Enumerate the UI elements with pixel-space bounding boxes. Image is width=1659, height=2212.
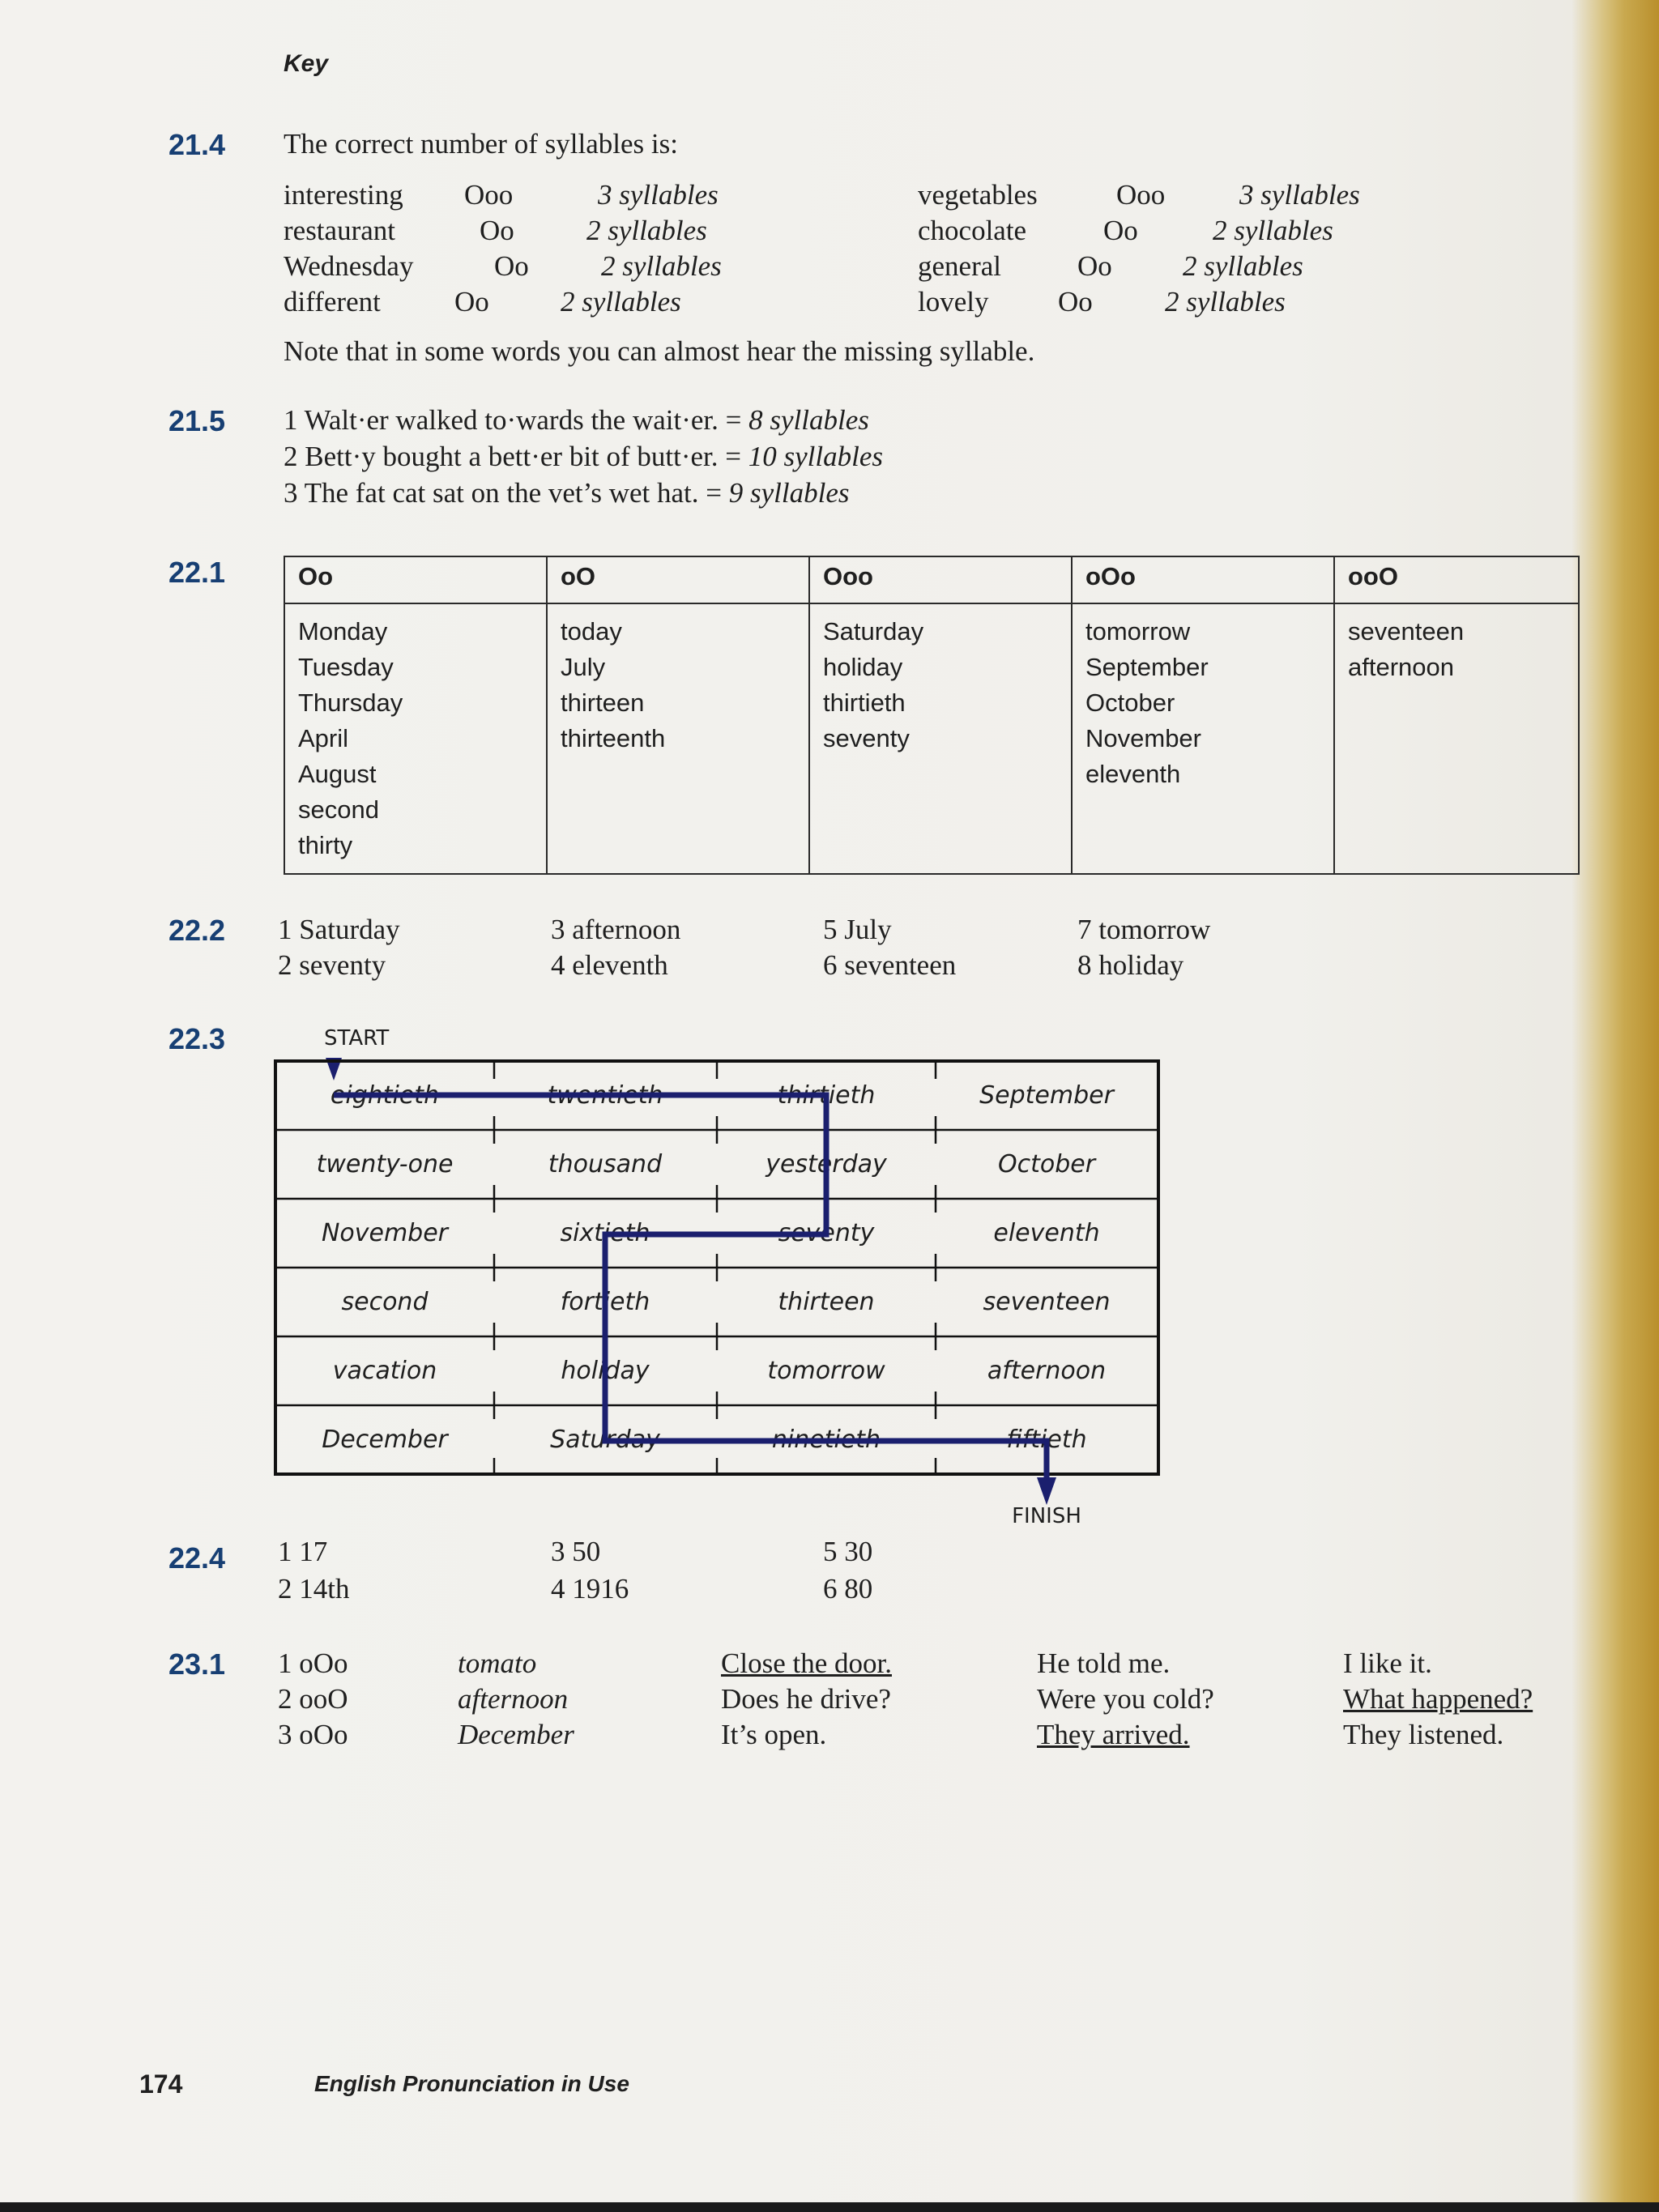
book-title: English Pronunciation in Use <box>314 2071 629 2096</box>
table-cell <box>284 603 547 874</box>
maze-cell: ninetieth <box>771 1426 881 1454</box>
ex23-1-word: December <box>458 1719 574 1750</box>
exercise-number-22-4: 22.4 <box>168 1541 226 1575</box>
ex21-5-item: 1 Walt·er walked to·wards the wait·er. = 8 syllables <box>284 404 869 436</box>
maze-cell: seventeen <box>983 1288 1111 1316</box>
maze-cell: holiday <box>561 1357 650 1385</box>
maze-cell: twentieth <box>547 1081 663 1110</box>
table-word: today <box>561 617 622 646</box>
maze-cell: September <box>979 1081 1114 1110</box>
ex22-2-item: 6 seventeen <box>823 949 957 981</box>
ex22-4-item: 1 17 <box>278 1536 328 1567</box>
exercise-number-22-1: 22.1 <box>168 556 226 589</box>
maze-cell: thousand <box>548 1150 663 1178</box>
ex21-4-word: different <box>284 286 381 318</box>
table-header: ooO <box>1334 556 1579 603</box>
ex21-4-pattern: Oo <box>1058 286 1093 318</box>
ex23-1-pattern: 2 ooO <box>278 1683 348 1715</box>
table-word: October <box>1085 688 1175 717</box>
ex21-4-count: 3 syllables <box>598 179 719 211</box>
ex21-4-word: lovely <box>918 286 989 318</box>
page-number: 174 <box>139 2069 183 2099</box>
exercise-number-21-4: 21.4 <box>168 128 226 161</box>
ex23-1-sentence: What happened? <box>1343 1683 1533 1715</box>
ex21-4-count: 2 syllables <box>586 215 707 246</box>
ex23-1-sentence: They listened. <box>1343 1719 1504 1750</box>
ex22-2-item: 8 holiday <box>1077 949 1184 981</box>
table-word: Monday <box>298 617 388 646</box>
ex21-4-word: chocolate <box>918 215 1027 246</box>
ex23-1-sentence: Close the door. <box>721 1647 892 1679</box>
bottom-shadow <box>0 2202 1659 2212</box>
table-word: tomorrow <box>1085 617 1191 646</box>
ex21-4-count: 2 syllables <box>1213 215 1333 246</box>
ex22-4-item: 5 30 <box>823 1536 873 1567</box>
ex23-1-word: tomato <box>458 1647 537 1679</box>
exercise-number-21-5: 21.5 <box>168 404 226 437</box>
table-word: second <box>298 795 379 824</box>
ex23-1-pattern: 1 oOo <box>278 1647 348 1679</box>
table-word: November <box>1085 724 1201 752</box>
ex23-1-sentence: They arrived. <box>1037 1719 1190 1750</box>
maze-cell: November <box>321 1219 449 1247</box>
ex21-4-pattern: Oo <box>480 215 514 246</box>
table-word: seventeen <box>1348 617 1465 646</box>
ex23-1-word: afternoon <box>458 1683 569 1715</box>
ex21-5-item: 3 The fat cat sat on the vet’s wet hat. = 9 syllables <box>284 477 850 509</box>
maze-cell: seventy <box>778 1219 875 1247</box>
ex22-2-item: 2 seventy <box>278 949 386 981</box>
maze-cell: December <box>322 1426 448 1454</box>
table-header: Ooo <box>809 556 1072 603</box>
maze-cell: vacation <box>332 1357 437 1385</box>
table-header: oOo <box>1072 556 1334 603</box>
ex21-4-count: 3 syllables <box>1239 179 1360 211</box>
ex23-1-sentence: He told me. <box>1037 1647 1171 1679</box>
maze-cell: tomorrow <box>767 1357 885 1385</box>
ex21-4-word: general <box>918 250 1001 282</box>
maze-walls <box>275 1061 1158 1474</box>
ex21-4-count: 2 syllables <box>601 250 722 282</box>
maze-cell: twenty-one <box>316 1150 454 1178</box>
maze-cell: fortieth <box>560 1288 650 1316</box>
table-word: thirtieth <box>823 688 906 717</box>
table-word: thirteen <box>561 688 645 717</box>
ex21-4-pattern: Ooo <box>1116 179 1166 211</box>
ex21-4-pattern: Oo <box>454 286 489 318</box>
finish-arrow-icon <box>1037 1477 1056 1505</box>
table-word: Tuesday <box>298 653 394 681</box>
maze-cell: fiftieth <box>1006 1426 1087 1454</box>
ex22-2-item: 5 July <box>823 914 892 945</box>
ex21-4-pattern: Oo <box>1077 250 1112 282</box>
maze-cell: yesterday <box>766 1150 887 1178</box>
ex22-2-item: 3 afternoon <box>551 914 681 945</box>
number-maze <box>275 1026 1199 1528</box>
maze-cell: thirtieth <box>777 1081 876 1110</box>
exercise-number-22-3: 22.3 <box>168 1022 226 1055</box>
ex21-4-word: interesting <box>284 179 403 211</box>
ex21-4-count: 2 syllables <box>561 286 681 318</box>
exercise-number-22-2: 22.2 <box>168 914 226 947</box>
ex23-1-pattern: 3 oOo <box>278 1719 348 1750</box>
table-cell <box>1072 603 1334 874</box>
ex22-2-item: 7 tomorrow <box>1077 914 1211 945</box>
ex21-4-pattern: Ooo <box>464 179 514 211</box>
table-word: September <box>1085 653 1209 681</box>
table-word: thirty <box>298 831 353 859</box>
page-edge <box>1572 0 1659 2212</box>
ex22-4-item: 3 50 <box>551 1536 601 1567</box>
ex21-5-item: 2 Bett·y bought a bett·er bit of butt·er. = 10 syllables <box>284 441 884 472</box>
table-word: holiday <box>823 653 903 681</box>
table-cell <box>547 603 809 874</box>
maze-cell: afternoon <box>987 1357 1107 1385</box>
table-word: April <box>298 724 349 752</box>
ex21-4-word: Wednesday <box>284 250 414 282</box>
ex22-2-item: 4 eleventh <box>551 949 668 981</box>
ex21-4-pattern: Oo <box>1103 215 1138 246</box>
maze-cell: Saturday <box>550 1426 660 1454</box>
maze-cell: second <box>341 1288 429 1316</box>
ex22-4-item: 6 80 <box>823 1573 873 1605</box>
ex21-4-pattern: Oo <box>494 250 529 282</box>
table-header: Oo <box>284 556 547 603</box>
ex23-1-sentence: Does he drive? <box>721 1683 891 1715</box>
maze-cell: thirteen <box>778 1288 875 1316</box>
table-cell <box>809 603 1072 874</box>
ex23-1-sentence: It’s open. <box>721 1719 827 1750</box>
table-word: Thursday <box>298 688 403 717</box>
maze-cell: eightieth <box>330 1081 440 1110</box>
table-header: oO <box>547 556 809 603</box>
ex23-1-sentence: Were you cold? <box>1037 1683 1214 1715</box>
ex22-2-item: 1 Saturday <box>278 914 400 945</box>
table-word: August <box>298 760 377 788</box>
table-word: seventy <box>823 724 910 752</box>
exercise-21-4-note: Note that in some words you can almost hear the missing syllable. <box>284 335 1035 367</box>
maze-cell: sixtieth <box>560 1219 650 1247</box>
ex23-1-sentence: I like it. <box>1343 1647 1432 1679</box>
table-word: thirteenth <box>561 724 666 752</box>
maze-start-label: START <box>324 1026 390 1051</box>
stress-pattern-table <box>284 556 1580 875</box>
ex22-4-item: 4 1916 <box>551 1573 629 1605</box>
maze-cell: eleventh <box>993 1219 1100 1247</box>
ex21-4-count: 2 syllables <box>1165 286 1286 318</box>
maze-cell: October <box>997 1150 1096 1178</box>
table-word: July <box>561 653 606 681</box>
key-label: Key <box>284 50 329 77</box>
ex21-4-word: vegetables <box>918 179 1038 211</box>
ex21-4-count: 2 syllables <box>1183 250 1303 282</box>
maze-finish-label: FINISH <box>1012 1504 1081 1528</box>
table-cell <box>1334 603 1579 874</box>
table-word: afternoon <box>1348 653 1454 681</box>
table-word: Saturday <box>823 617 924 646</box>
exercise-21-4-intro: The correct number of syllables is: <box>284 128 678 160</box>
table-word: eleventh <box>1085 760 1181 788</box>
ex22-4-item: 2 14th <box>278 1573 350 1605</box>
ex21-4-word: restaurant <box>284 215 395 246</box>
exercise-number-23-1: 23.1 <box>168 1647 226 1681</box>
